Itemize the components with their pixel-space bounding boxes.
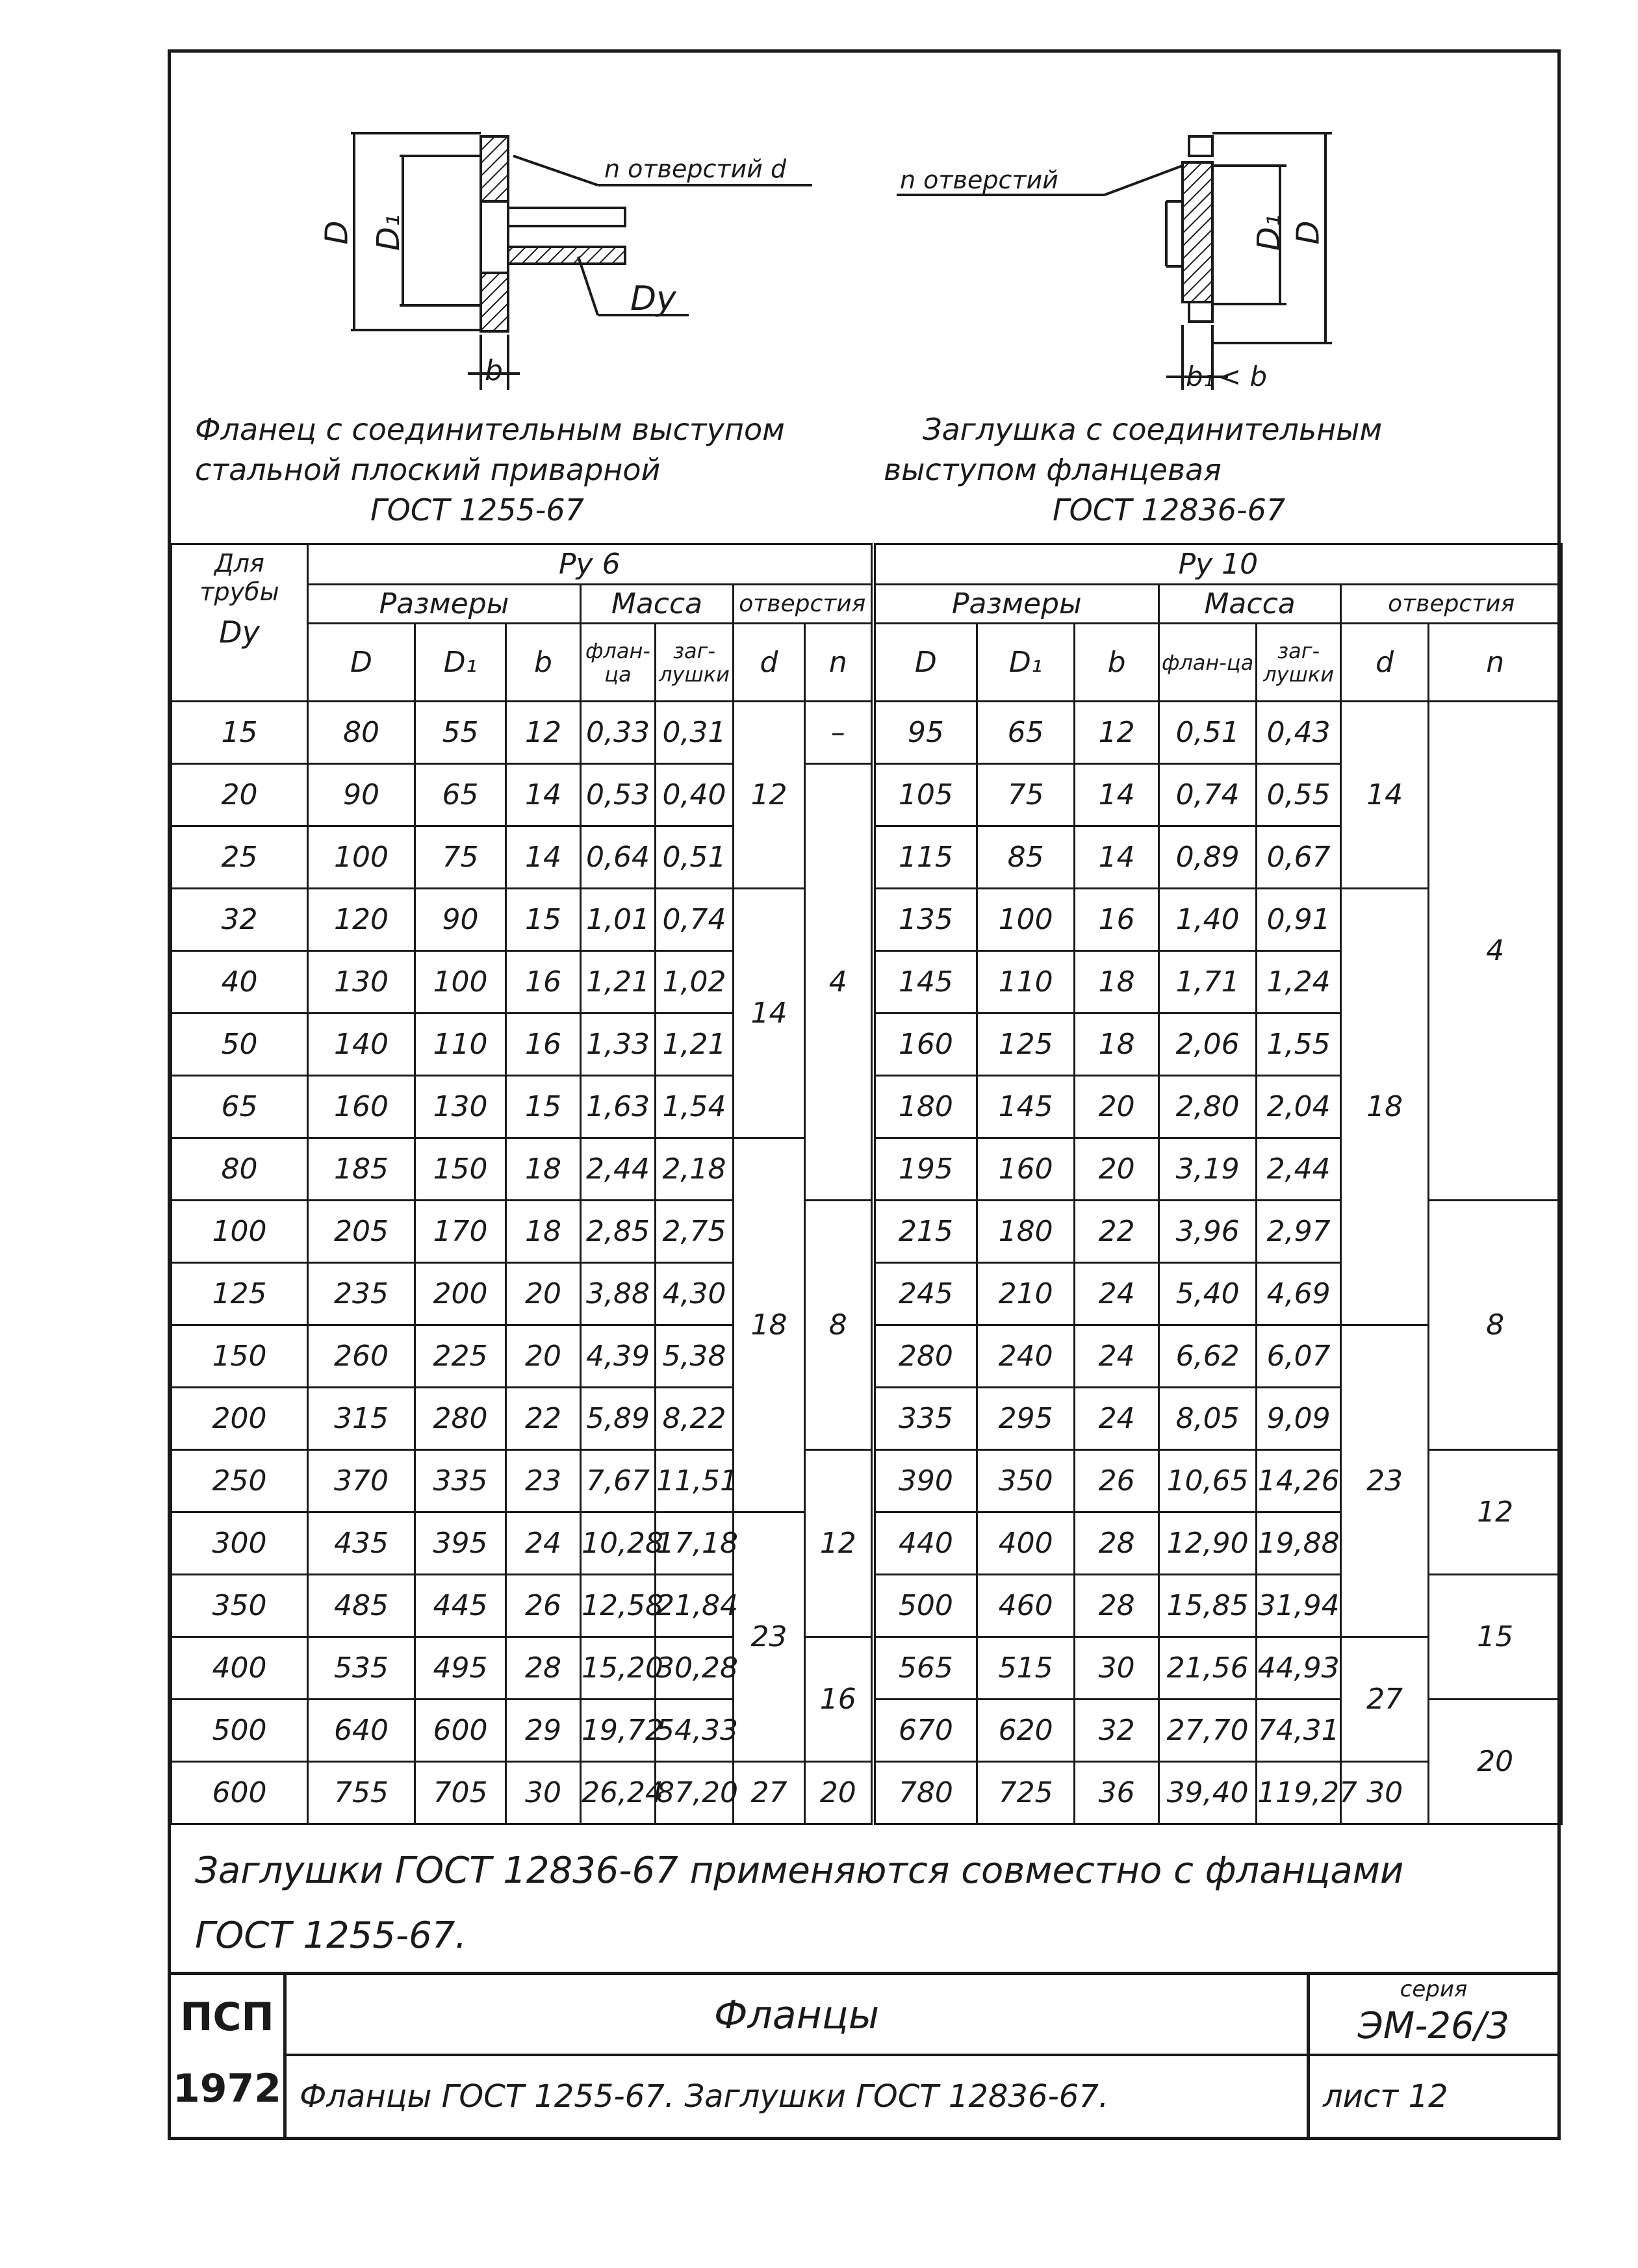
flange-spec-table (170, 543, 1563, 1825)
cell-p10-plug-mass: 0,43 (1257, 702, 1341, 764)
cell-p6-D1: 335 (415, 1450, 506, 1512)
cell-p10-b: 24 (1075, 1263, 1159, 1325)
header-holes-p6: отверстия (734, 585, 873, 624)
cell-dy: 20 (172, 764, 308, 826)
cell-p10-flange-mass: 15,85 (1159, 1575, 1257, 1637)
header-d-p6: d (734, 624, 805, 702)
cell-p10-flange-mass: 8,05 (1159, 1388, 1257, 1450)
cell-p6-d: 12 (734, 702, 805, 889)
cell-p10-flange-mass: 0,74 (1159, 764, 1257, 826)
cell-p10-flange-mass: 27,70 (1159, 1700, 1257, 1762)
cell-p10-d: 18 (1341, 889, 1429, 1325)
cell-p6-D: 235 (308, 1263, 415, 1325)
cell-p10-D1: 400 (977, 1512, 1075, 1575)
cell-p10-n: 4 (1429, 702, 1562, 1201)
header-flange-mass-p10: флан-ца (1159, 624, 1257, 702)
cell-p10-b: 24 (1075, 1388, 1159, 1450)
cell-p6-plug-mass: 30,28 (656, 1637, 734, 1700)
cell-p6-plug-mass: 21,84 (656, 1575, 734, 1637)
cell-dy: 500 (172, 1700, 308, 1762)
header-holes-p10: отверстия (1341, 585, 1562, 624)
cell-p10-b: 20 (1075, 1076, 1159, 1138)
cell-p6-flange-mass: 0,33 (581, 702, 656, 764)
header-mass-p10: Масса (1159, 585, 1341, 624)
cell-p10-plug-mass: 0,55 (1257, 764, 1341, 826)
cell-p10-D: 160 (873, 1013, 977, 1076)
cell-p6-plug-mass: 1,21 (656, 1013, 734, 1076)
cell-p10-D: 440 (873, 1512, 977, 1575)
cell-p10-D: 280 (873, 1325, 977, 1388)
cell-p6-flange-mass: 0,53 (581, 764, 656, 826)
cell-p10-b: 16 (1075, 889, 1159, 951)
cell-p6-b: 16 (506, 951, 581, 1013)
cell-p10-flange-mass: 0,51 (1159, 702, 1257, 764)
cell-p6-D: 260 (308, 1325, 415, 1388)
cell-p10-D1: 110 (977, 951, 1075, 1013)
cell-p6-b: 18 (506, 1138, 581, 1201)
cell-p6-b: 23 (506, 1450, 581, 1512)
cell-p10-flange-mass: 5,40 (1159, 1263, 1257, 1325)
cell-dy: 15 (172, 702, 308, 764)
cell-p10-D: 135 (873, 889, 977, 951)
table-body (172, 702, 1562, 1824)
cell-p10-n: 8 (1429, 1201, 1562, 1450)
cell-p6-flange-mass: 5,89 (581, 1388, 656, 1450)
header-sizes-p10: Размеры (873, 585, 1159, 624)
title-subtitle: Фланцы ГОСТ 1255-67. Заглушки ГОСТ 12836-67. (300, 2078, 1109, 2115)
cell-dy: 125 (172, 1263, 308, 1325)
cell-p6-D: 755 (308, 1762, 415, 1824)
cell-p6-D1: 110 (415, 1013, 506, 1076)
cell-p10-D1: 180 (977, 1201, 1075, 1263)
header-D1-p6: D₁ (415, 624, 506, 702)
title-main: Фланцы (713, 1993, 880, 2038)
cell-p6-D: 535 (308, 1637, 415, 1700)
cell-p6-b: 16 (506, 1013, 581, 1076)
cell-p10-D: 335 (873, 1388, 977, 1450)
cell-p6-flange-mass: 3,88 (581, 1263, 656, 1325)
cell-p6-flange-mass: 12,58 (581, 1575, 656, 1637)
cell-p6-D1: 705 (415, 1762, 506, 1824)
cell-p6-D1: 75 (415, 826, 506, 889)
cell-p10-D1: 100 (977, 889, 1075, 951)
cell-p10-flange-mass: 1,40 (1159, 889, 1257, 951)
cell-p6-D: 205 (308, 1201, 415, 1263)
title-sub-cell (287, 2056, 1307, 2137)
cell-p6-d: 14 (734, 889, 805, 1138)
title-series-label: серия (1400, 1976, 1468, 2002)
cell-p6-D: 130 (308, 951, 415, 1013)
cell-p10-plug-mass: 1,55 (1257, 1013, 1341, 1076)
cell-p6-n: 8 (805, 1201, 873, 1450)
cell-p10-flange-mass: 21,56 (1159, 1637, 1257, 1700)
cell-p6-plug-mass: 2,75 (656, 1201, 734, 1263)
header-b-p10: b (1075, 624, 1159, 702)
cell-p6-plug-mass: 0,40 (656, 764, 734, 826)
cell-dy: 400 (172, 1637, 308, 1700)
title-sheet-cell (1307, 2056, 1557, 2137)
cell-p10-D: 670 (873, 1700, 977, 1762)
cell-p10-plug-mass: 19,88 (1257, 1512, 1341, 1575)
cell-p6-b: 20 (506, 1325, 581, 1388)
cell-p6-D: 485 (308, 1575, 415, 1637)
cell-p10-n: 20 (1429, 1700, 1562, 1824)
title-main-cell (287, 1975, 1307, 2056)
label-D-left: D (318, 220, 355, 245)
cell-p6-D1: 55 (415, 702, 506, 764)
cell-p6-plug-mass: 0,31 (656, 702, 734, 764)
cell-p6-plug-mass: 4,30 (656, 1263, 734, 1325)
cell-p6-flange-mass: 1,21 (581, 951, 656, 1013)
label-Dy: Dy (630, 279, 676, 318)
title-series-cell (1307, 1975, 1557, 2056)
cell-p10-d: 30 (1341, 1762, 1429, 1824)
cell-p6-D1: 600 (415, 1700, 506, 1762)
cell-p10-plug-mass: 2,97 (1257, 1201, 1341, 1263)
cell-p10-D: 195 (873, 1138, 977, 1201)
cell-p6-d: 18 (734, 1138, 805, 1512)
cell-p6-flange-mass: 15,20 (581, 1637, 656, 1700)
cell-p6-D1: 170 (415, 1201, 506, 1263)
cell-p10-d: 23 (1341, 1325, 1429, 1637)
cell-p6-D: 315 (308, 1388, 415, 1450)
cell-p6-D1: 130 (415, 1076, 506, 1138)
cell-dy: 100 (172, 1201, 308, 1263)
header-D-p10: D (873, 624, 977, 702)
cell-p6-plug-mass: 1,02 (656, 951, 734, 1013)
cell-p6-d: 23 (734, 1512, 805, 1762)
cell-p10-D: 780 (873, 1762, 977, 1824)
cell-p10-D1: 75 (977, 764, 1075, 826)
title-series: ЭМ-26/3 (1357, 2005, 1510, 2047)
cell-p6-b: 26 (506, 1575, 581, 1637)
cell-p6-flange-mass: 7,67 (581, 1450, 656, 1512)
cell-dy: 200 (172, 1388, 308, 1450)
cell-p6-D1: 445 (415, 1575, 506, 1637)
cell-p10-D1: 460 (977, 1575, 1075, 1637)
header-pressure-6: Pу 6 (308, 544, 873, 585)
cell-p10-D: 500 (873, 1575, 977, 1637)
cell-p6-D1: 395 (415, 1512, 506, 1575)
cell-p10-b: 14 (1075, 764, 1159, 826)
label-b-compare: < b (1218, 361, 1268, 392)
cell-p10-flange-mass: 39,40 (1159, 1762, 1257, 1824)
cell-p6-flange-mass: 26,24 (581, 1762, 656, 1824)
cell-p10-D1: 160 (977, 1138, 1075, 1201)
cell-p10-b: 24 (1075, 1325, 1159, 1388)
cell-p10-plug-mass: 2,04 (1257, 1076, 1341, 1138)
cell-p10-plug-mass: 0,67 (1257, 826, 1341, 889)
cell-dy: 80 (172, 1138, 308, 1201)
cell-dy: 50 (172, 1013, 308, 1076)
cell-p6-flange-mass: 2,44 (581, 1138, 656, 1201)
cell-p6-D: 160 (308, 1076, 415, 1138)
cell-p10-D: 180 (873, 1076, 977, 1138)
cell-p6-D1: 225 (415, 1325, 506, 1388)
cell-p10-plug-mass: 74,31 (1257, 1700, 1341, 1762)
cell-p6-b: 15 (506, 1076, 581, 1138)
cell-p10-flange-mass: 3,19 (1159, 1138, 1257, 1201)
cell-p6-b: 22 (506, 1388, 581, 1450)
header-sizes-p6: Размеры (308, 585, 581, 624)
cell-p6-D1: 280 (415, 1388, 506, 1450)
cell-p10-D: 95 (873, 702, 977, 764)
header-mass-p6: Масса (581, 585, 734, 624)
label-b-left: b (485, 354, 503, 387)
compatibility-note (195, 1839, 1546, 1969)
cell-p10-D1: 240 (977, 1325, 1075, 1388)
cell-p6-plug-mass: 0,51 (656, 826, 734, 889)
header-pipe (172, 544, 308, 702)
title-year: 1972 (173, 2066, 281, 2111)
cell-p6-b: 12 (506, 702, 581, 764)
cell-p10-plug-mass: 14,26 (1257, 1450, 1341, 1512)
cell-p10-b: 20 (1075, 1138, 1159, 1201)
label-holes-right: n отверстий (900, 166, 1058, 194)
cell-p10-plug-mass: 44,93 (1257, 1637, 1341, 1700)
cell-p10-plug-mass: 9,09 (1257, 1388, 1341, 1450)
label-D-right: D (1290, 220, 1327, 245)
title-block (168, 1972, 1561, 2140)
cell-p6-b: 30 (506, 1762, 581, 1824)
cell-p6-b: 14 (506, 764, 581, 826)
cell-p10-D1: 725 (977, 1762, 1075, 1824)
cell-p6-D: 435 (308, 1512, 415, 1575)
cell-p10-D: 390 (873, 1450, 977, 1512)
cell-p6-D1: 65 (415, 764, 506, 826)
cell-p10-b: 18 (1075, 1013, 1159, 1076)
cell-p10-n: 12 (1429, 1450, 1562, 1575)
label-D1-left: D₁ (370, 214, 407, 251)
cell-p6-b: 28 (506, 1637, 581, 1700)
cell-p10-b: 32 (1075, 1700, 1159, 1762)
cell-p10-plug-mass: 1,24 (1257, 951, 1341, 1013)
cell-p10-flange-mass: 1,71 (1159, 951, 1257, 1013)
label-holes-left: n отверстий d (604, 155, 787, 183)
cell-p6-flange-mass: 10,28 (581, 1512, 656, 1575)
caption-flange (195, 409, 785, 530)
header-pressure-10: Pу 10 (873, 544, 1562, 585)
cell-p6-plug-mass: 2,18 (656, 1138, 734, 1201)
cell-p6-flange-mass: 1,33 (581, 1013, 656, 1076)
table-row (172, 1637, 1562, 1700)
cell-p10-D1: 350 (977, 1450, 1075, 1512)
cell-p10-n: 15 (1429, 1575, 1562, 1700)
cell-dy: 250 (172, 1450, 308, 1512)
cell-p10-plug-mass: 119,27 (1257, 1762, 1341, 1824)
cell-p6-flange-mass: 2,85 (581, 1201, 656, 1263)
cell-dy: 300 (172, 1512, 308, 1575)
cell-p10-D1: 65 (977, 702, 1075, 764)
cell-p10-flange-mass: 12,90 (1159, 1512, 1257, 1575)
cell-p10-D1: 145 (977, 1076, 1075, 1138)
cell-p10-flange-mass: 10,65 (1159, 1450, 1257, 1512)
cell-p6-n: 4 (805, 764, 873, 1201)
title-org-cell (171, 1975, 287, 2137)
cell-p6-plug-mass: 1,54 (656, 1076, 734, 1138)
cell-p6-D: 640 (308, 1700, 415, 1762)
table-row (172, 702, 1562, 764)
caption-flange-line1: Фланец с соединительным выступом (195, 412, 785, 447)
cell-p10-flange-mass: 6,62 (1159, 1325, 1257, 1388)
cell-p6-D: 100 (308, 826, 415, 889)
cell-p10-D1: 85 (977, 826, 1075, 889)
cell-p10-D1: 125 (977, 1013, 1075, 1076)
cell-p6-D1: 90 (415, 889, 506, 951)
cell-p6-b: 18 (506, 1201, 581, 1263)
cell-p10-b: 30 (1075, 1637, 1159, 1700)
cell-p10-b: 26 (1075, 1450, 1159, 1512)
caption-plug (884, 409, 1382, 530)
cell-p10-D1: 210 (977, 1263, 1075, 1325)
cell-p6-D1: 200 (415, 1263, 506, 1325)
cell-p10-D1: 515 (977, 1637, 1075, 1700)
cell-p10-plug-mass: 0,91 (1257, 889, 1341, 951)
caption-flange-line3: ГОСТ 1255-67 (370, 492, 584, 528)
cell-dy: 40 (172, 951, 308, 1013)
cell-p6-plug-mass: 8,22 (656, 1388, 734, 1450)
cell-p10-D: 105 (873, 764, 977, 826)
note-line-2: ГОСТ 1255-67. (195, 1915, 467, 1957)
cell-p6-D: 80 (308, 702, 415, 764)
cell-p10-D: 245 (873, 1263, 977, 1325)
header-d-p10: d (1341, 624, 1429, 702)
header-flange-mass-p6: флан-ца (581, 624, 656, 702)
cell-p6-n: – (805, 702, 873, 764)
cell-p6-flange-mass: 4,39 (581, 1325, 656, 1388)
cell-p10-plug-mass: 4,69 (1257, 1263, 1341, 1325)
cell-p10-D: 145 (873, 951, 977, 1013)
cell-p10-b: 22 (1075, 1201, 1159, 1263)
header-plug-mass-p10: заг-лушки (1257, 624, 1341, 702)
cell-p10-D: 215 (873, 1201, 977, 1263)
cell-p6-plug-mass: 0,74 (656, 889, 734, 951)
cell-p6-plug-mass: 87,20 (656, 1762, 734, 1824)
header-pipe-symbol: Dy (219, 615, 260, 650)
cell-p10-D: 115 (873, 826, 977, 889)
cell-p10-d: 14 (1341, 702, 1429, 889)
label-b1-right: b₁ (1186, 361, 1214, 392)
cell-p6-plug-mass: 54,33 (656, 1700, 734, 1762)
cell-p6-flange-mass: 1,01 (581, 889, 656, 951)
cell-p10-b: 28 (1075, 1512, 1159, 1575)
cell-dy: 65 (172, 1076, 308, 1138)
cell-p10-flange-mass: 3,96 (1159, 1201, 1257, 1263)
note-line-1: Заглушки ГОСТ 12836-67 применяются совместно с фланцами (195, 1850, 1404, 1892)
cell-p6-D1: 495 (415, 1637, 506, 1700)
cell-dy: 350 (172, 1575, 308, 1637)
cell-p10-flange-mass: 2,06 (1159, 1013, 1257, 1076)
cell-p6-n: 16 (805, 1637, 873, 1762)
cell-dy: 25 (172, 826, 308, 889)
cell-p10-plug-mass: 6,07 (1257, 1325, 1341, 1388)
cell-p6-D: 120 (308, 889, 415, 951)
caption-plug-line2: выступом фланцевая (884, 452, 1222, 487)
caption-plug-line1: Заглушка с соединительным (923, 412, 1383, 447)
cell-p6-d: 27 (734, 1762, 805, 1824)
cell-p10-flange-mass: 2,80 (1159, 1076, 1257, 1138)
cell-p6-b: 14 (506, 826, 581, 889)
cell-p10-plug-mass: 31,94 (1257, 1575, 1341, 1637)
cell-p10-D1: 620 (977, 1700, 1075, 1762)
cell-p10-b: 12 (1075, 702, 1159, 764)
cell-p10-b: 28 (1075, 1575, 1159, 1637)
cell-p6-b: 24 (506, 1512, 581, 1575)
header-pipe-label: Для трубы (199, 549, 279, 606)
cell-p6-D: 140 (308, 1013, 415, 1076)
cell-p6-D: 370 (308, 1450, 415, 1512)
cell-p6-b: 29 (506, 1700, 581, 1762)
cell-p6-D: 90 (308, 764, 415, 826)
cell-p10-D1: 295 (977, 1388, 1075, 1450)
cell-p10-b: 18 (1075, 951, 1159, 1013)
label-D1-right: D₁ (1251, 214, 1288, 251)
cell-dy: 600 (172, 1762, 308, 1824)
header-b-p6: b (506, 624, 581, 702)
cell-p6-D1: 100 (415, 951, 506, 1013)
cell-p6-n: 12 (805, 1450, 873, 1637)
cell-p6-b: 20 (506, 1263, 581, 1325)
header-D-p6: D (308, 624, 415, 702)
cell-p6-n: 20 (805, 1762, 873, 1824)
cell-p6-flange-mass: 19,72 (581, 1700, 656, 1762)
cell-p10-plug-mass: 2,44 (1257, 1138, 1341, 1201)
table-row (172, 1762, 1562, 1824)
header-n-p10: n (1429, 624, 1562, 702)
cell-p6-D: 185 (308, 1138, 415, 1201)
cell-p6-flange-mass: 1,63 (581, 1076, 656, 1138)
cell-p10-b: 36 (1075, 1762, 1159, 1824)
cell-p6-plug-mass: 5,38 (656, 1325, 734, 1388)
cell-p6-flange-mass: 0,64 (581, 826, 656, 889)
cell-p10-D: 565 (873, 1637, 977, 1700)
cell-dy: 150 (172, 1325, 308, 1388)
header-n-p6: n (805, 624, 873, 702)
title-org: ПСП (180, 1994, 274, 2040)
caption-flange-line2: стальной плоский приварной (195, 452, 661, 487)
caption-plug-line3: ГОСТ 12836-67 (1053, 492, 1286, 528)
cell-p10-b: 14 (1075, 826, 1159, 889)
title-sheet: лист 12 (1323, 2078, 1448, 2115)
header-D1-p10: D₁ (977, 624, 1075, 702)
header-plug-mass-p6: заг-лушки (656, 624, 734, 702)
cell-p6-b: 15 (506, 889, 581, 951)
cell-p10-d: 27 (1341, 1637, 1429, 1762)
cell-dy: 32 (172, 889, 308, 951)
cell-p6-D1: 150 (415, 1138, 506, 1201)
cell-p6-plug-mass: 11,51 (656, 1450, 734, 1512)
cell-p6-plug-mass: 17,18 (656, 1512, 734, 1575)
cell-p10-flange-mass: 0,89 (1159, 826, 1257, 889)
